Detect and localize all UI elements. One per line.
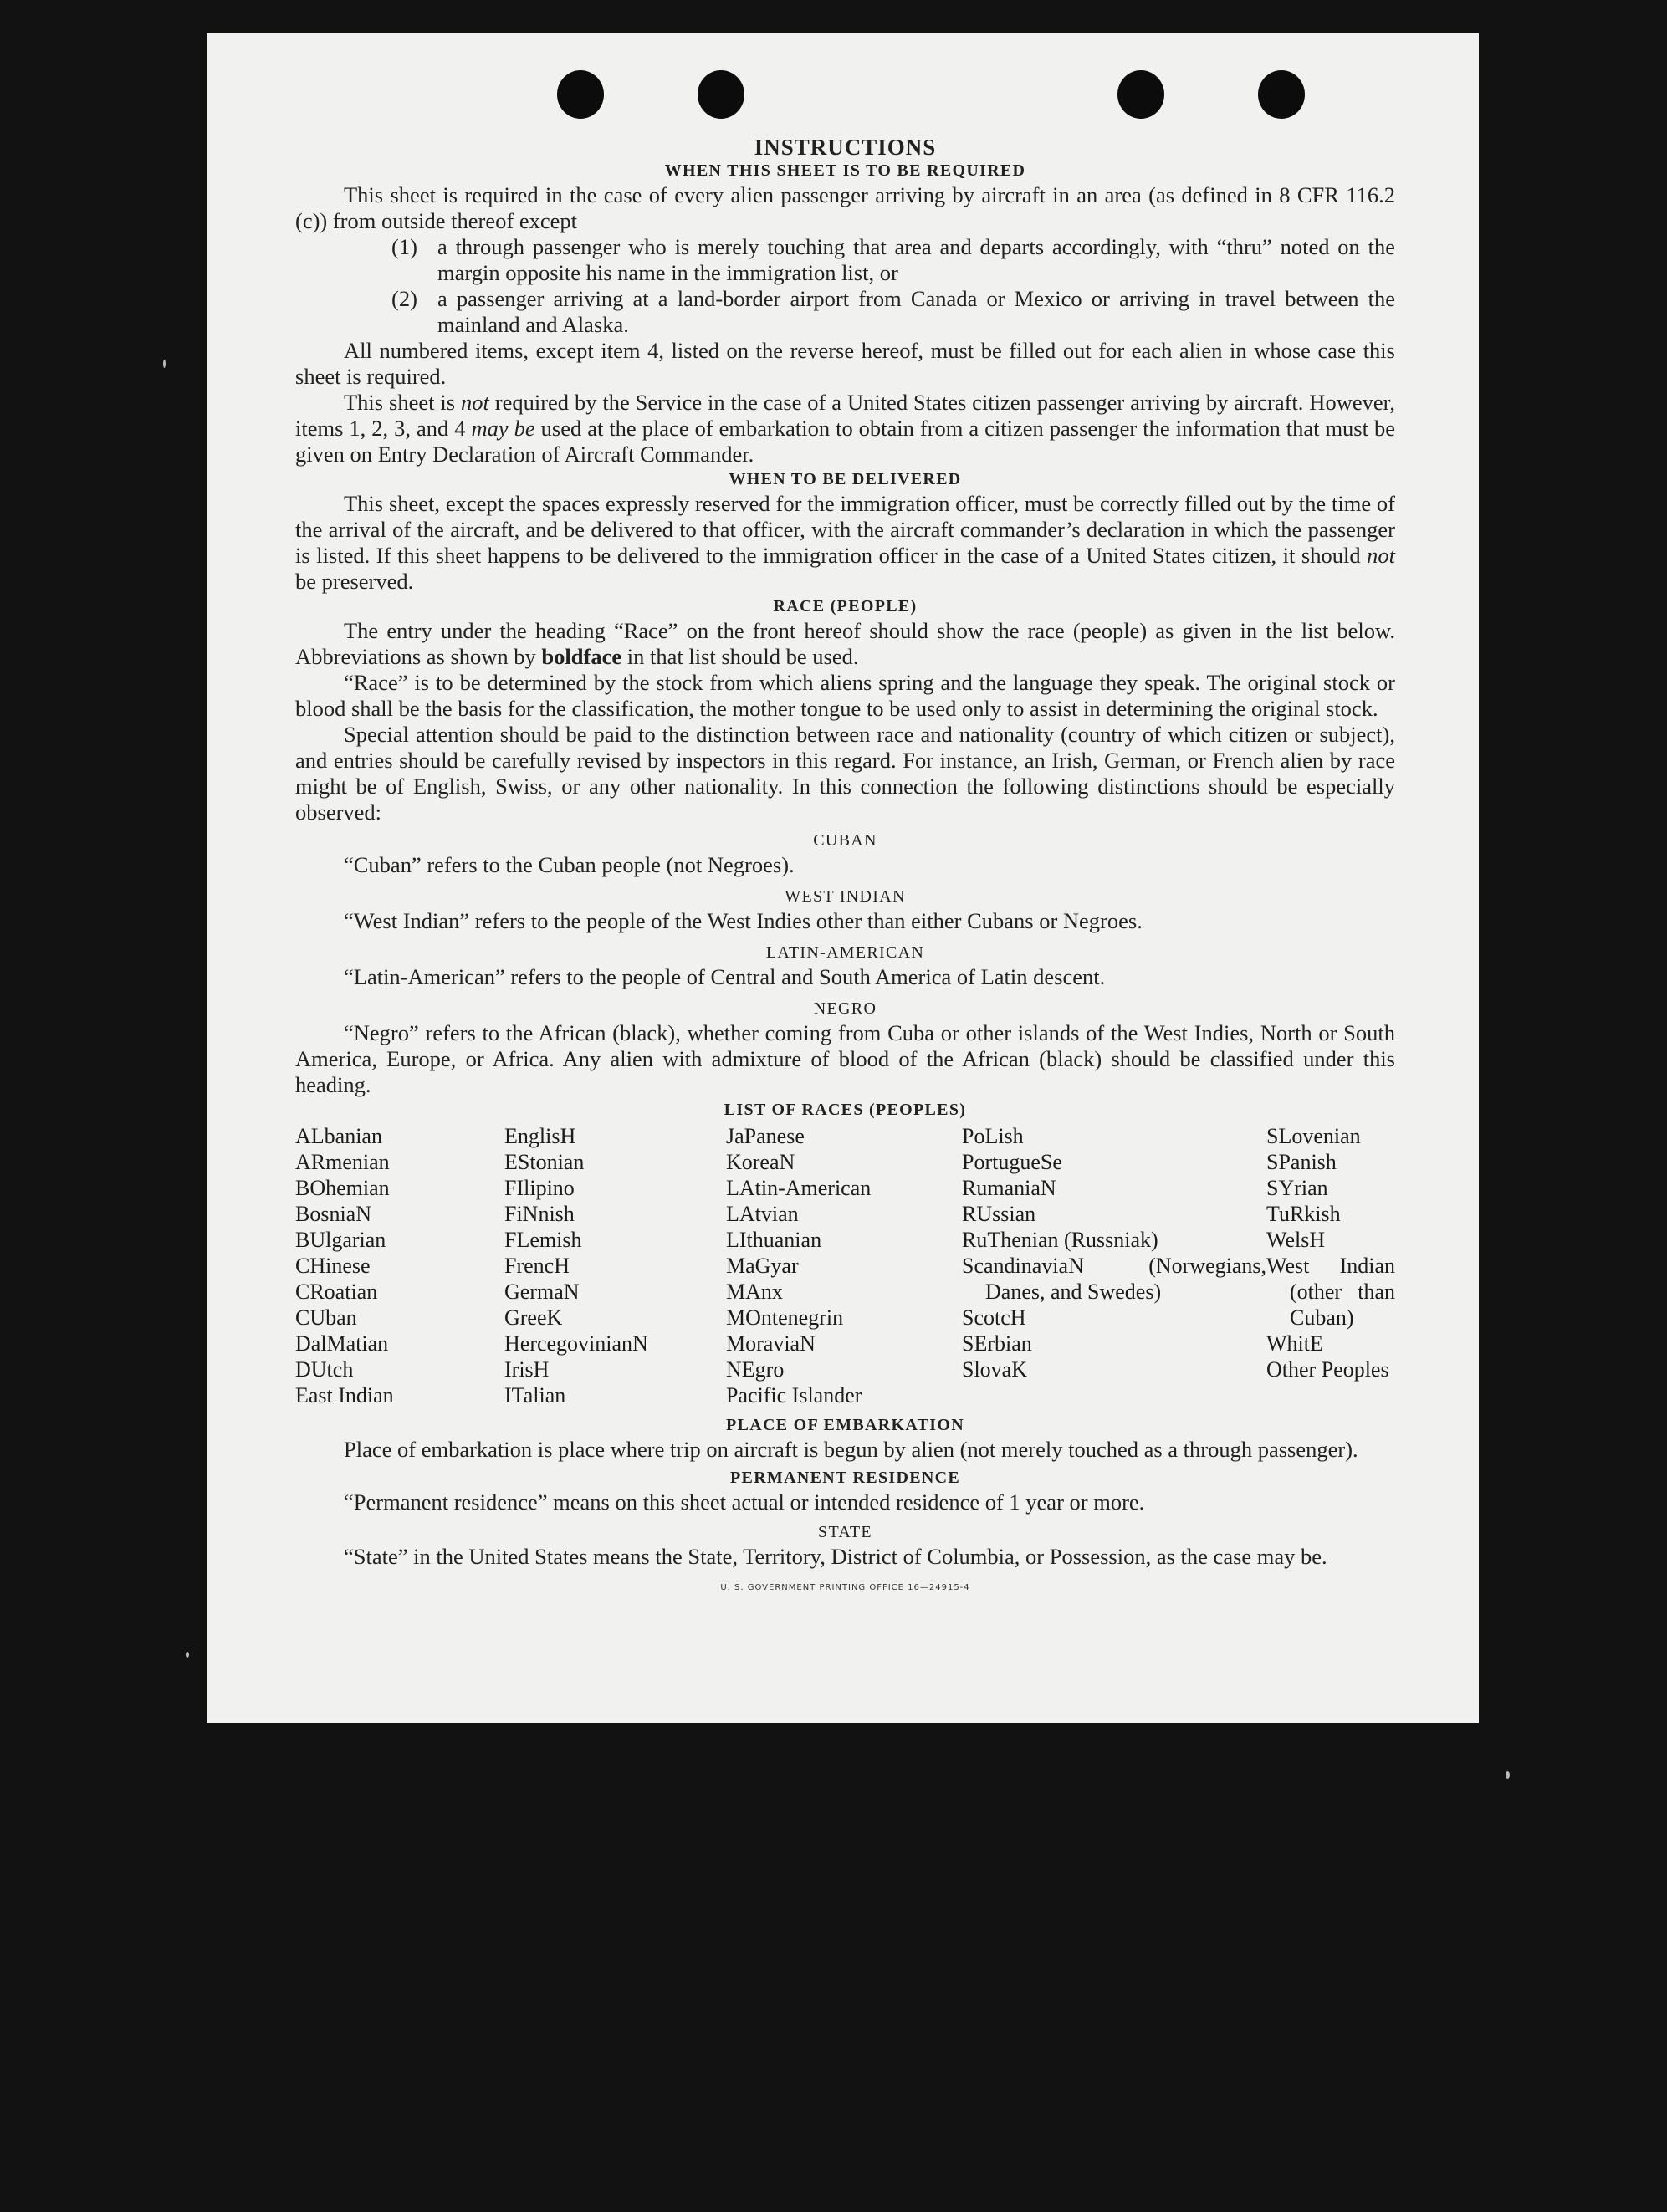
race-entry: KoreaN [726,1150,795,1174]
document-page [207,33,1479,1723]
paragraph: All numbered items, except item 4, listed on the reverse hereof, must be filled out for each alien in whose case this sheet is required. [295,338,1395,389]
list-item [391,234,1395,286]
race-entry: MAnx [726,1280,783,1304]
italic-text: may be [471,416,535,441]
race-entry: GermaN [504,1280,580,1304]
text-run: The entry under the heading “Race” on the front hereof should show the race (people) as given in the list below. Abbreviations as shown by [295,618,1395,669]
race-entry: EnglisH [504,1124,576,1148]
list-item [391,286,1395,338]
race-entry: MOntenegrin [726,1305,844,1330]
race-entry: FrencH [504,1254,570,1278]
races-list [295,1123,1395,1408]
scan-speck [1506,1771,1510,1779]
race-entry: SErbian [962,1331,1032,1356]
race-entry: LAtvian [726,1202,799,1226]
text-run: This sheet is [344,390,461,415]
race-entry: DalMatian [295,1331,389,1356]
text-run: be preserved. [295,569,414,594]
scan-speck [163,360,166,368]
race-entry: EStonian [504,1150,585,1174]
race-column [295,1123,504,1408]
race-entry: SLovenian [1266,1124,1361,1148]
race-column [504,1123,726,1408]
race-entry: PortugueSe [962,1150,1062,1174]
race-entry: RumaniaN [962,1176,1056,1200]
race-entry: SYrian [1266,1176,1328,1200]
punch-hole [557,70,604,119]
race-entry: LAtin-American [726,1176,872,1200]
paragraph [295,618,1395,670]
race-entry: WhitE [1266,1331,1323,1356]
race-entry: BOhemian [295,1176,390,1200]
race-entry: FiNnish [504,1202,575,1226]
section-heading-state: STATE [818,1523,872,1541]
race-entry: HercegovinianN [504,1331,648,1356]
paragraph [295,390,1395,467]
item-text: a passenger arriving at a land-border airport from Canada or Mexico or arriving in travel between the mainland and Alaska. [437,286,1395,337]
punch-hole [698,70,744,119]
race-entry: BosniaN [295,1202,371,1226]
paragraph: “Cuban” refers to the Cuban people (not Negroes). [344,852,795,877]
paragraph [295,491,1395,595]
bold-text: boldface [541,644,622,669]
race-entry: CUban [295,1305,357,1330]
section-heading-races-list: LIST OF RACES (PEOPLES) [724,1101,967,1119]
paragraph: “Negro” refers to the African (black), whether coming from Cuba or other islands of the West Indies, North or South America, Europe, or Africa. Any alien with admixture of blood of the African (black) should be classified under this heading. [295,1020,1395,1097]
italic-text: not [460,390,489,415]
paragraph: “West Indian” refers to the people of the West Indies other than either Cubans or Negroes. [344,908,1143,933]
race-entry: CHinese [295,1254,371,1278]
race-entry: MoraviaN [726,1331,816,1356]
italic-text: not [1367,543,1395,568]
text-run: used at the place of embarkation to obtain from a citizen passenger the information that must be given on Entry Declaration of Aircraft Commander. [295,416,1395,467]
section-heading-west-indian: WEST INDIAN [785,887,906,906]
section-heading-cuban: CUBAN [813,831,877,850]
item-text: a through passenger who is merely touching that area and departs accordingly, with “thru” noted on the margin opposite his name in the immigration list, or [437,234,1395,285]
text-run: required by the Service in the case of a United States citizen passenger arriving by aircraft. However, items 1, 2, 3, and 4 [295,390,1395,441]
punch-hole [1258,70,1305,119]
race-entry: ARmenian [295,1150,390,1174]
race-entry: ITalian [504,1383,566,1407]
section-heading-residence: PERMANENT RESIDENCE [730,1469,960,1487]
race-entry: SPanish [1266,1150,1337,1174]
race-column [1266,1123,1395,1408]
race-entry: GreeK [504,1305,563,1330]
race-entry: SlovaK [962,1357,1027,1382]
race-entry: RUssian [962,1202,1036,1226]
paragraph: “State” in the United States means the State, Territory, District of Columbia, or Possession, as the case may be. [344,1544,1327,1569]
text-run: This sheet, except the spaces expressly reserved for the immigration officer, must be correctly filled out by the time of the arrival of the aircraft, and be delivered to that officer, with the aircraft commander’s declaration in which the passenger is listed. If this sheet happens to be delivered to the immigration officer in the case of a United States citizen, it should [295,491,1395,568]
race-entry: IrisH [504,1357,550,1382]
section-heading-race: RACE (PEOPLE) [773,597,918,616]
race-entry: Pacific Islander [726,1383,862,1407]
race-entry: TuRkish [1266,1202,1341,1226]
race-entry: BUlgarian [295,1228,386,1252]
race-entry: LIthuanian [726,1228,822,1252]
race-entry: RuThenian (Russniak) [962,1228,1158,1252]
printer-footer: U. S. GOVERNMENT PRINTING OFFICE 16—24915-4 [720,1583,970,1592]
race-entry: WelsH [1266,1228,1326,1252]
paragraph: Place of embarkation is place where trip on aircraft is begun by alien (not merely touched as a through passenger). [344,1437,1358,1462]
item-number: (2) [391,286,417,311]
race-entry: NEgro [726,1357,785,1382]
race-entry: CRoatian [295,1280,378,1304]
race-entry: West Indian (other than Cuban) [1266,1254,1395,1330]
paragraph: “Latin-American” refers to the people of Central and South America of Latin descent. [344,964,1106,989]
race-entry: PoLish [962,1124,1024,1148]
section-heading-latin-american: LATIN-AMERICAN [765,943,925,962]
paragraph: “Race” is to be determined by the stock from which aliens spring and the language they speak. The original stock or blood shall be the basis for the classification, the mother tongue to be used only to assist in determining the original stock. [295,670,1395,721]
scan-speck [186,1652,189,1658]
race-entry: FLemish [504,1228,582,1252]
paragraph: This sheet is required in the case of every alien passenger arriving by aircraft in an area (as defined in 8 CFR 116.2 (c)) from outside thereof except [295,182,1395,233]
race-entry: FIlipino [504,1176,575,1200]
section-heading-negro: NEGRO [813,999,877,1018]
race-entry: DUtch [295,1357,354,1382]
paragraph: Special attention should be paid to the distinction between race and nationality (country of which citizen or subject), and entries should be carefully revised by inspectors in this regard. For instance, an Irish, German, or French alien by race might be of English, Swiss, or any other nationality. In this connection the following distinctions should be especially observed: [295,722,1395,825]
race-entry: MaGyar [726,1254,799,1278]
race-entry: ALbanian [295,1124,382,1148]
section-heading-required: WHEN THIS SHEET IS TO BE REQUIRED [664,161,1026,180]
page-title: INSTRUCTIONS [754,135,937,160]
race-column [962,1123,1266,1408]
race-entry: ScandinaviaN (Norwegians, Danes, and Swedes) [962,1254,1266,1304]
race-entry: JaPanese [726,1124,805,1148]
section-heading-delivered: WHEN TO BE DELIVERED [729,470,962,488]
race-entry: ScotcH [962,1305,1026,1330]
race-entry: Other Peoples [1266,1357,1389,1382]
item-number: (1) [391,234,417,259]
race-column [726,1123,962,1408]
race-entry: East Indian [295,1383,394,1407]
paragraph: “Permanent residence” means on this sheet actual or intended residence of 1 year or more. [344,1489,1145,1515]
section-heading-embarkation: PLACE OF EMBARKATION [726,1416,964,1434]
punch-hole [1117,70,1164,119]
text-run: in that list should be used. [621,644,859,669]
